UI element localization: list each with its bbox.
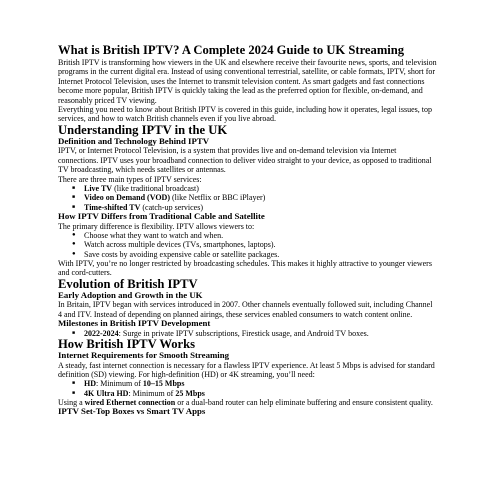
list-item: ● Watch across multiple devices (TVs, smartphones, laptops). (84, 240, 437, 249)
list-item: ■ 4K Ultra HD: Minimum of 25 Mbps (84, 389, 437, 398)
speed-requirements-list (58, 379, 437, 398)
list-item: ■ 2022-2024: Surge in private IPTV subscriptions, Firestick usage, and Android TV boxes. (84, 329, 437, 338)
section-heading-understanding: Understanding IPTV in the UK (58, 122, 228, 137)
subheading-adoption: Early Adoption and Growth in the UK (58, 289, 203, 300)
iptv-types-list (58, 184, 437, 212)
list-item: ● Choose what they want to watch and when. (84, 231, 437, 240)
schedule-paragraph: With IPTV, you’re no longer restricted by broadcasting schedules. This makes it highly attractive to younger viewers and cord-cutters. (58, 258, 432, 278)
benefits-list (58, 231, 437, 259)
subheading-set-top-boxes: IPTV Set-Top Boxes vs Smart TV Apps (58, 406, 206, 417)
list-item: ■ Video on Demand (VOD) (like Netflix or BBC iPlayer) (84, 193, 437, 202)
list-item: ■ Time-shifted TV (catch-up services) (84, 203, 437, 212)
list-item: ■ Live TV (like traditional broadcast) (84, 184, 437, 193)
milestones-list (58, 329, 437, 338)
adoption-paragraph: In Britain, IPTV began with services introduced in 2007. Other channels eventually followed suit, including Channel 4 and ITV. Instead of depending on planned airings, these services enabled consumers to watch content online. (58, 300, 433, 319)
page-title: What is British IPTV? A Complete 2024 Guide to UK Streaming (58, 43, 405, 57)
definition-paragraph: IPTV, or Internet Protocol Television, is a system that provides live and on-demand television via Internet connections. IPTV uses your broadband connection to deliver video straight to your device, as opposed to traditional TV broadcasting, which needs satellites or antennas. (58, 146, 432, 175)
section-heading-evolution: Evolution of British IPTV (58, 276, 198, 291)
flexibility-paragraph: The primary difference is flexibility. IPTV allows viewers to: (58, 221, 255, 231)
requirements-paragraph: A steady, fast internet connection is necessary for a flawless IPTV experience. At least 5 Mbps is advised for standard definition (SD) viewing. For high-definition (HD) or 4K streaming, you’ll need: (58, 360, 435, 379)
section-heading-how-it-works: How British IPTV Works (58, 336, 196, 351)
subheading-internet-requirements: Internet Requirements for Smooth Streaming (58, 349, 230, 360)
intro-paragraph: British IPTV is transforming how viewers in the UK and elsewhere receive their favourite news, sports, and television programs in the current digital era. Instead of using conventional terrestrial, satellite, or cable formats, IPTV, short for Internet Protocol Television, uses the Internet to transmit television content. As smart gadgets and fast connections become more popular, British IPTV is quickly taking the lead as the preferred option for flexible, on-demand, and reasonably priced TV viewing. (58, 58, 437, 105)
list-item: ● Save costs by avoiding expensive cable or satellite packages. (84, 250, 437, 259)
types-intro: There are three main types of IPTV services: (58, 174, 202, 184)
list-item: ■ HD: Minimum of 10–15 Mbps (84, 379, 437, 388)
subheading-definition: Definition and Technology Behind IPTV (58, 135, 210, 146)
intro-paragraph-2: Everything you need to know about British IPTV is covered in this guide, including how it operates, legal issues, top services, and how to watch British channels even if you live abroad. (58, 105, 433, 124)
ethernet-paragraph: Using a wired Ethernet connection or a dual-band router can help eliminate buffering and ensure consistent quality. (58, 397, 433, 407)
subheading-differences: How IPTV Differs from Traditional Cable and Satellite (58, 210, 265, 221)
subheading-milestones: Milestones in British IPTV Development (58, 318, 211, 329)
